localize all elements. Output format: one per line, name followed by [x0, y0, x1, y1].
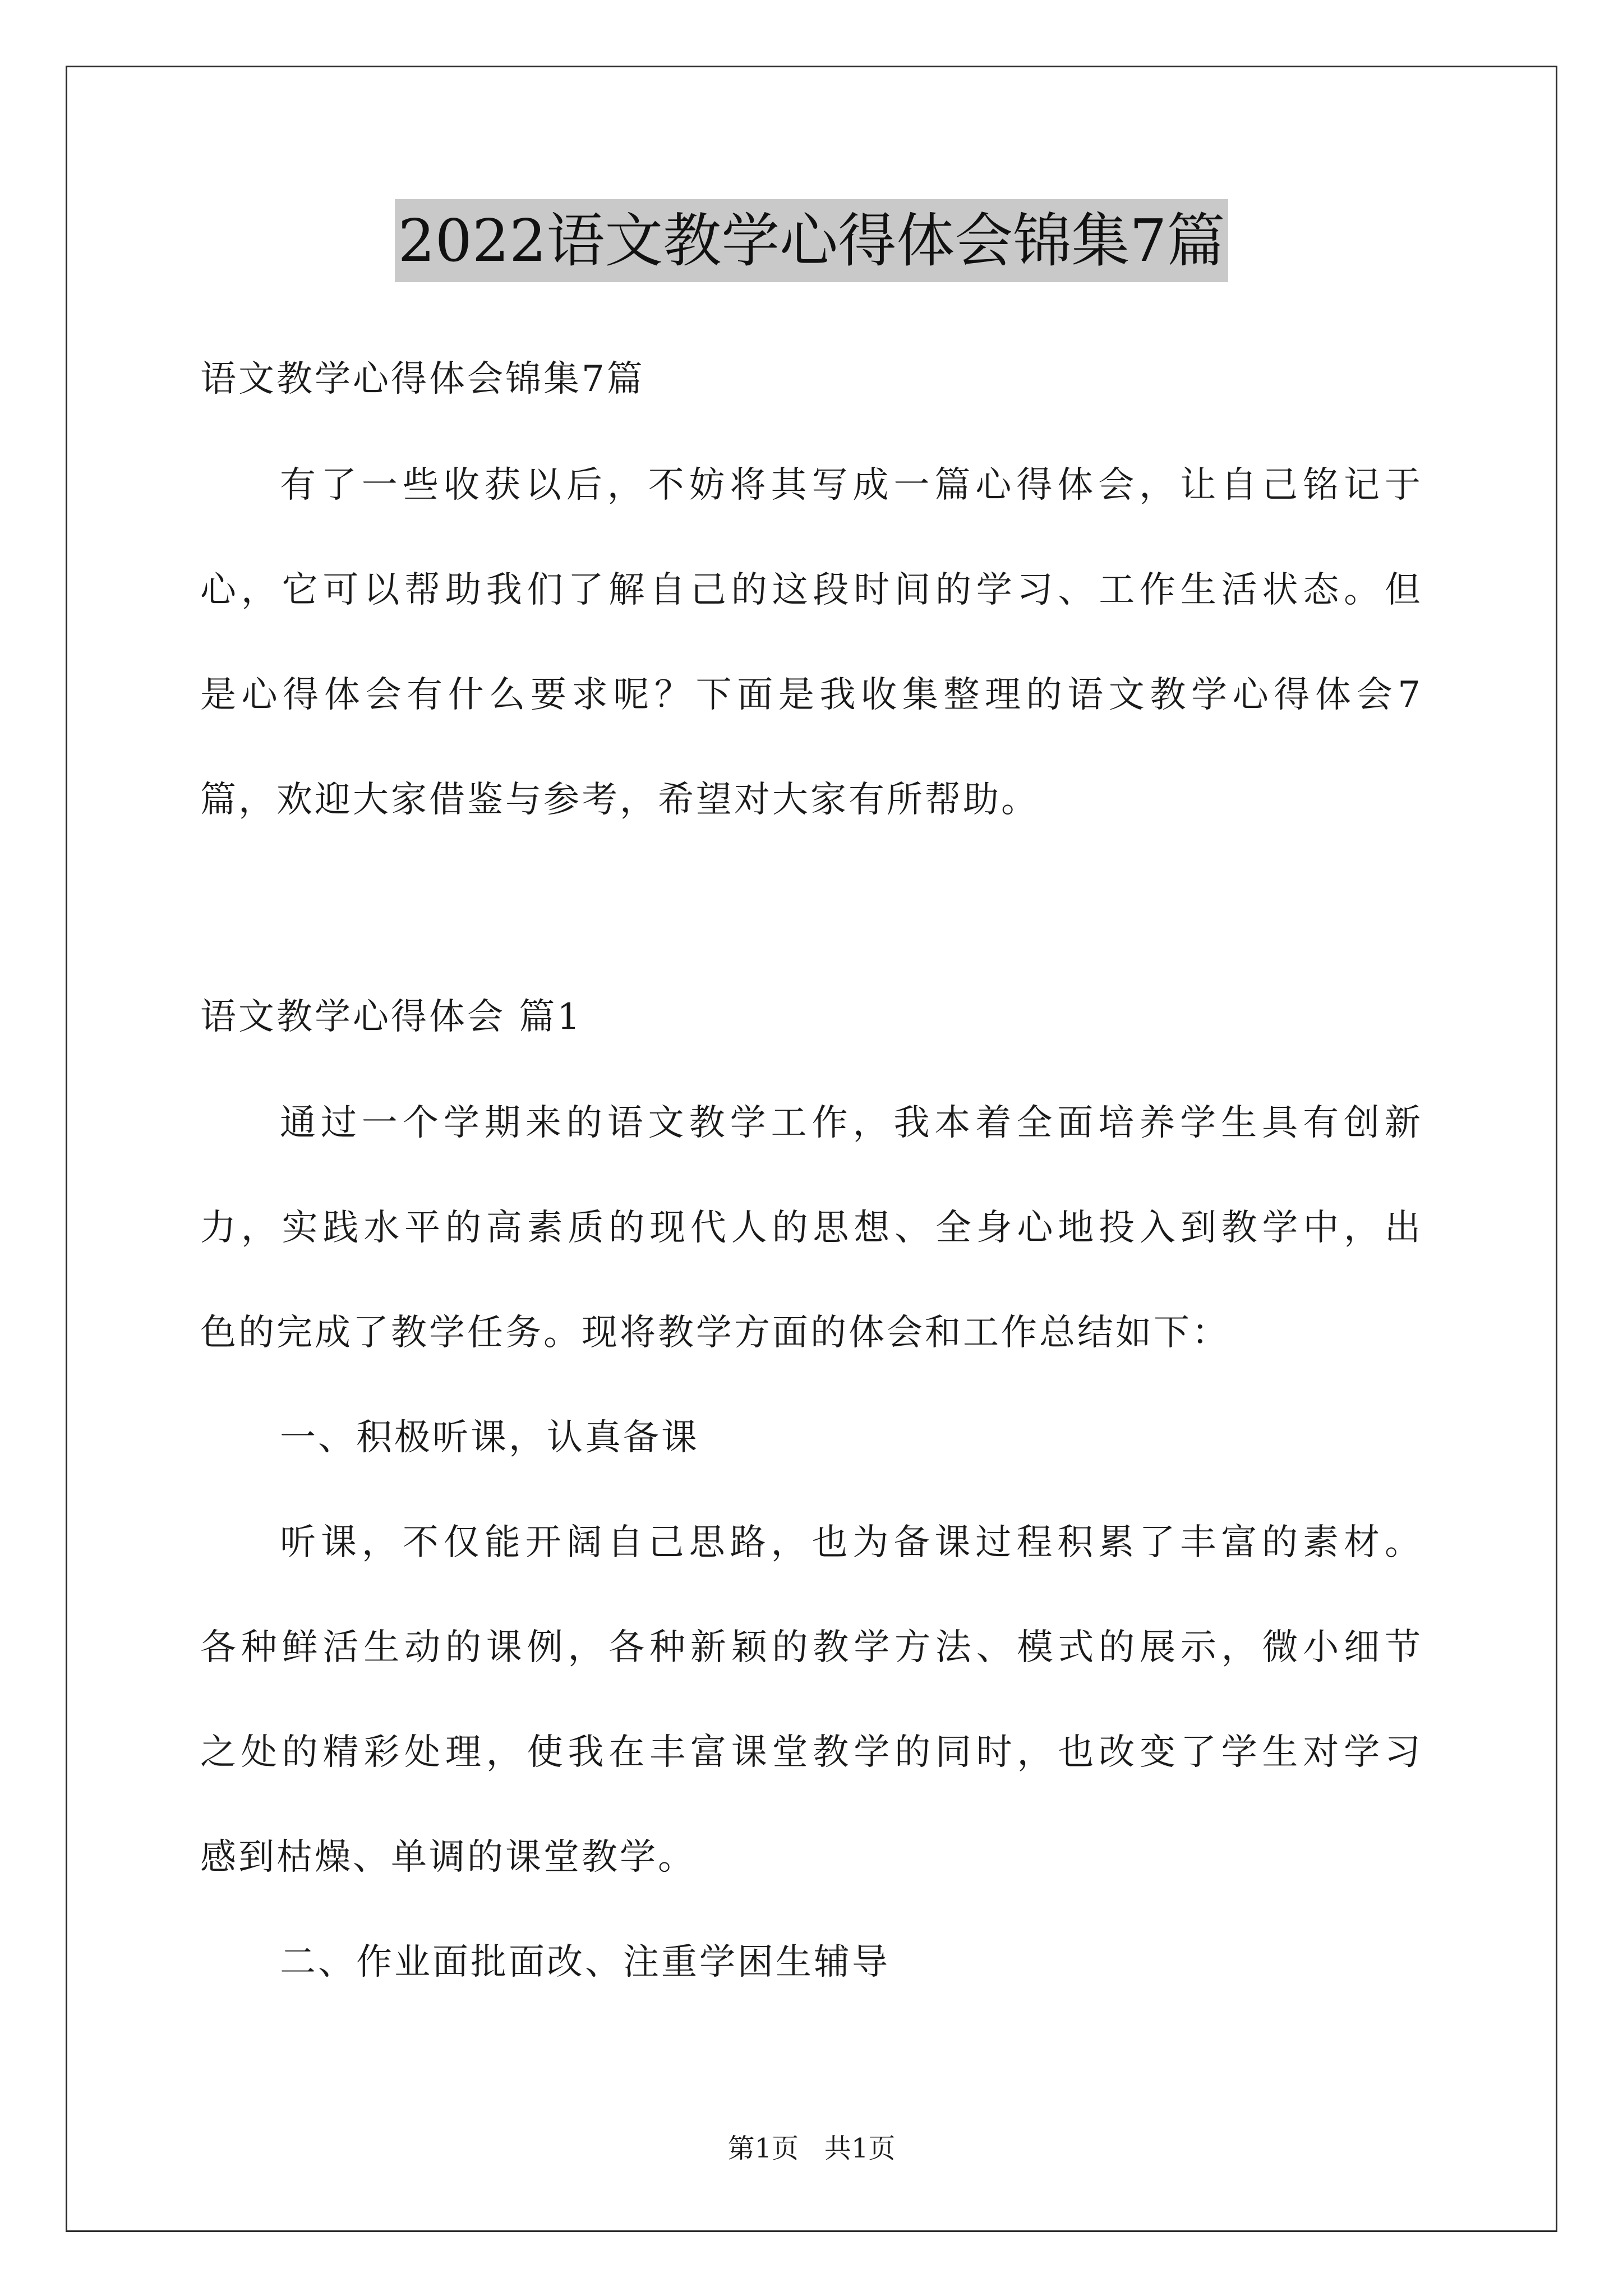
paragraph-line: 是心得体会有什么要求呢？下面是我收集整理的语文教学心得体会7	[200, 674, 1423, 716]
paragraph-line: 心，它可以帮助我们了解自己的这段时间的学习、工作生活状态。但	[200, 569, 1423, 611]
paragraph-line: 篇，欢迎大家借鉴与参考，希望对大家有所帮助。	[200, 779, 1039, 821]
page-footer: 第1页 共1页	[727, 2133, 896, 2164]
paragraph-line: 有了一些收获以后，不妨将其写成一篇心得体会，让自己铭记于	[280, 464, 1423, 506]
paragraph-line: 之处的精彩处理，使我在丰富课堂教学的同时，也改变了学生对学习	[200, 1732, 1423, 1773]
point1-paragraph	[200, 1490, 1423, 1910]
paragraph-line: 色的完成了教学任务。现将教学方面的体会和工作总结如下：	[200, 1312, 1230, 1354]
paragraph-line: 力，实践水平的高素质的现代人的思想、全身心地投入到教学中，出	[200, 1207, 1423, 1249]
intro-paragraph	[200, 433, 1423, 853]
point-heading: 二、作业面批面改、注重学困生辅导	[280, 1941, 890, 1983]
subtitle-block	[200, 327, 1423, 432]
section1-paragraph	[200, 1071, 1423, 1386]
paragraph-line: 听课，不仅能开阔自己思路，也为备课过程积累了丰富的素材。	[280, 1522, 1423, 1563]
document-title: 2022语文教学心得体会锦集7篇	[395, 199, 1229, 282]
paragraph-line: 各种鲜活生动的课例，各种新颖的教学方法、模式的展示，微小细节	[200, 1627, 1423, 1668]
paragraph-line: 感到枯燥、单调的课堂教学。	[200, 1837, 696, 1878]
document-subtitle: 语文教学心得体会锦集7篇	[200, 358, 645, 400]
point-heading: 一、积极听课，认真备课	[280, 1417, 699, 1458]
title-container	[0, 199, 1623, 282]
section1-heading-block	[200, 965, 1423, 1070]
point1-heading-block	[200, 1386, 1423, 1490]
point2-heading-block	[200, 1910, 1423, 2015]
section-heading: 语文教学心得体会 篇1	[200, 996, 583, 1038]
paragraph-line: 通过一个学期来的语文教学工作，我本着全面培养学生具有创新	[280, 1102, 1423, 1144]
